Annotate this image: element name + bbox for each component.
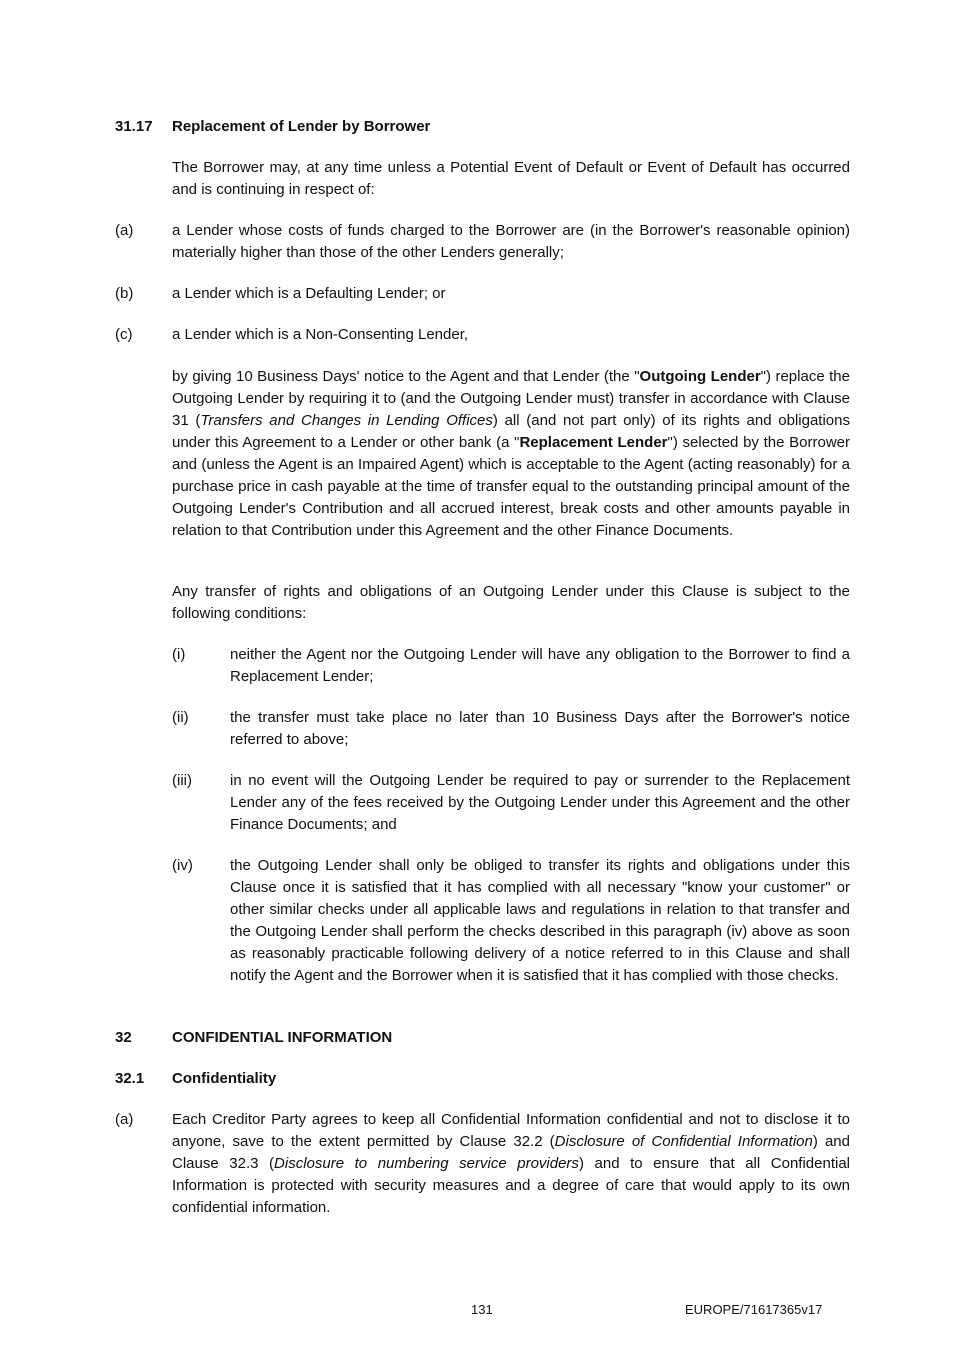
condition-item: [172, 644, 850, 688]
clause-reference: Disclosure to numbering service providers: [274, 1155, 579, 1172]
intro-paragraph: The Borrower may, at any time unless a Potential Event of Default or Event of Default has occurred and is continuing in respect of:: [172, 159, 850, 198]
clause-reference: Transfers and Changes in Lending Offices: [200, 412, 493, 429]
section-number: 32: [115, 1029, 132, 1046]
item-text: a Lender which is a Non-Consenting Lender,: [172, 326, 469, 343]
text-run: ) and to ensure that all Confidential Information is protected with security measures and a degree of care that would apply to its own confidential information.: [172, 1155, 851, 1216]
document-reference: EUROPE/71617365v17: [685, 1302, 823, 1317]
item-label: (c): [115, 326, 133, 343]
condition-text: in no event will the Outgoing Lender be required to pay or surrender to the Replacement Lender any of the fees received by the Outgoing Lender under this Agreement and the other Finance Documents; and: [230, 772, 850, 833]
condition-item: [172, 770, 850, 836]
condition-label: (i): [172, 646, 186, 663]
item-label: (b): [115, 285, 134, 302]
condition-item: [172, 707, 850, 751]
condition-label: (ii): [172, 709, 189, 726]
section-title: CONFIDENTIAL INFORMATION: [172, 1029, 393, 1046]
text-run: ) and Clause 32.3 (: [172, 1133, 850, 1172]
text-run: by giving 10 Business Days' notice to the Agent and that Lender (the ": [172, 368, 640, 385]
list-item: [115, 324, 850, 346]
condition-text: neither the Agent nor the Outgoing Lender will have any obligation to the Borrower to find a Replacement Lender;: [230, 646, 850, 685]
condition-text: the Outgoing Lender shall only be obliged to transfer its rights and obligations under this Clause once it is satisfied that it has complied with all necessary "know your customer" or other similar checks under all applicable laws and regulations in relation to that transfer and the Outgoing Lender shall perform the checks described in this paragraph (iv) above as soon as reasonably practicable following delivery of a notice referred to in this Clause and shall notify the Agent and the Borrower when it is satisfied that it has complied with those checks.: [230, 857, 850, 984]
defined-term: Replacement Lender: [519, 434, 668, 451]
item-text: a Lender whose costs of funds charged to the Borrower are (in the Borrower's reasonable opinion) materially higher than those of the other Lenders generally;: [172, 222, 850, 261]
section-title: Replacement of Lender by Borrower: [172, 118, 431, 135]
text-run: Each Creditor Party agrees to keep all Confidential Information confidential and not to disclose it to anyone, save to the extent permitted by Clause 32.2 (: [172, 1111, 850, 1150]
list-item: [115, 283, 850, 305]
item-text: a Lender which is a Defaulting Lender; or: [172, 285, 446, 302]
page-number: 131: [471, 1302, 493, 1317]
condition-text: the transfer must take place no later than 10 Business Days after the Borrower's notice referred to above;: [230, 709, 850, 748]
section-number: 32.1: [115, 1070, 145, 1087]
item-label: (a): [115, 222, 134, 239]
section-number: 31.17: [115, 118, 153, 135]
item-text: [172, 1109, 850, 1219]
item-label: (a): [115, 1111, 134, 1128]
list-item: [115, 1109, 850, 1219]
section-title: Confidentiality: [172, 1070, 277, 1087]
section-heading-31-17: [115, 116, 850, 138]
section-heading-32: [115, 1027, 850, 1049]
condition-item: [172, 855, 850, 987]
section-heading-32-1: [115, 1068, 850, 1090]
replacement-paragraph: [172, 366, 850, 542]
condition-label: (iv): [172, 857, 193, 874]
clause-reference: Disclosure of Confidential Information: [554, 1133, 813, 1150]
text-run: ") selected by the Borrower and (unless the Agent is an Impaired Agent) which is acceptable to the Agent (acting reasonably) for a purchase price in cash payable at the time of transfer equal to the outstanding principal amount of the Outgoing Lender's Contribution and all accrued interest, break costs and other amounts payable in relation to that Contribution under this Agreement and the other Finance Documents.: [172, 434, 851, 539]
text-run: ) all (and not part only) of its rights and obligations under this Agreement to a Lender or other bank (a ": [172, 412, 850, 451]
conditions-intro: Any transfer of rights and obligations of an Outgoing Lender under this Clause is subject to the following conditions:: [172, 583, 850, 622]
defined-term: Outgoing Lender: [639, 368, 761, 385]
text-run: ") replace the Outgoing Lender by requiring it to (and the Outgoing Lender must) transfer in accordance with Clause 31 (: [172, 368, 850, 429]
list-item: [115, 220, 850, 264]
condition-label: (iii): [172, 772, 192, 789]
